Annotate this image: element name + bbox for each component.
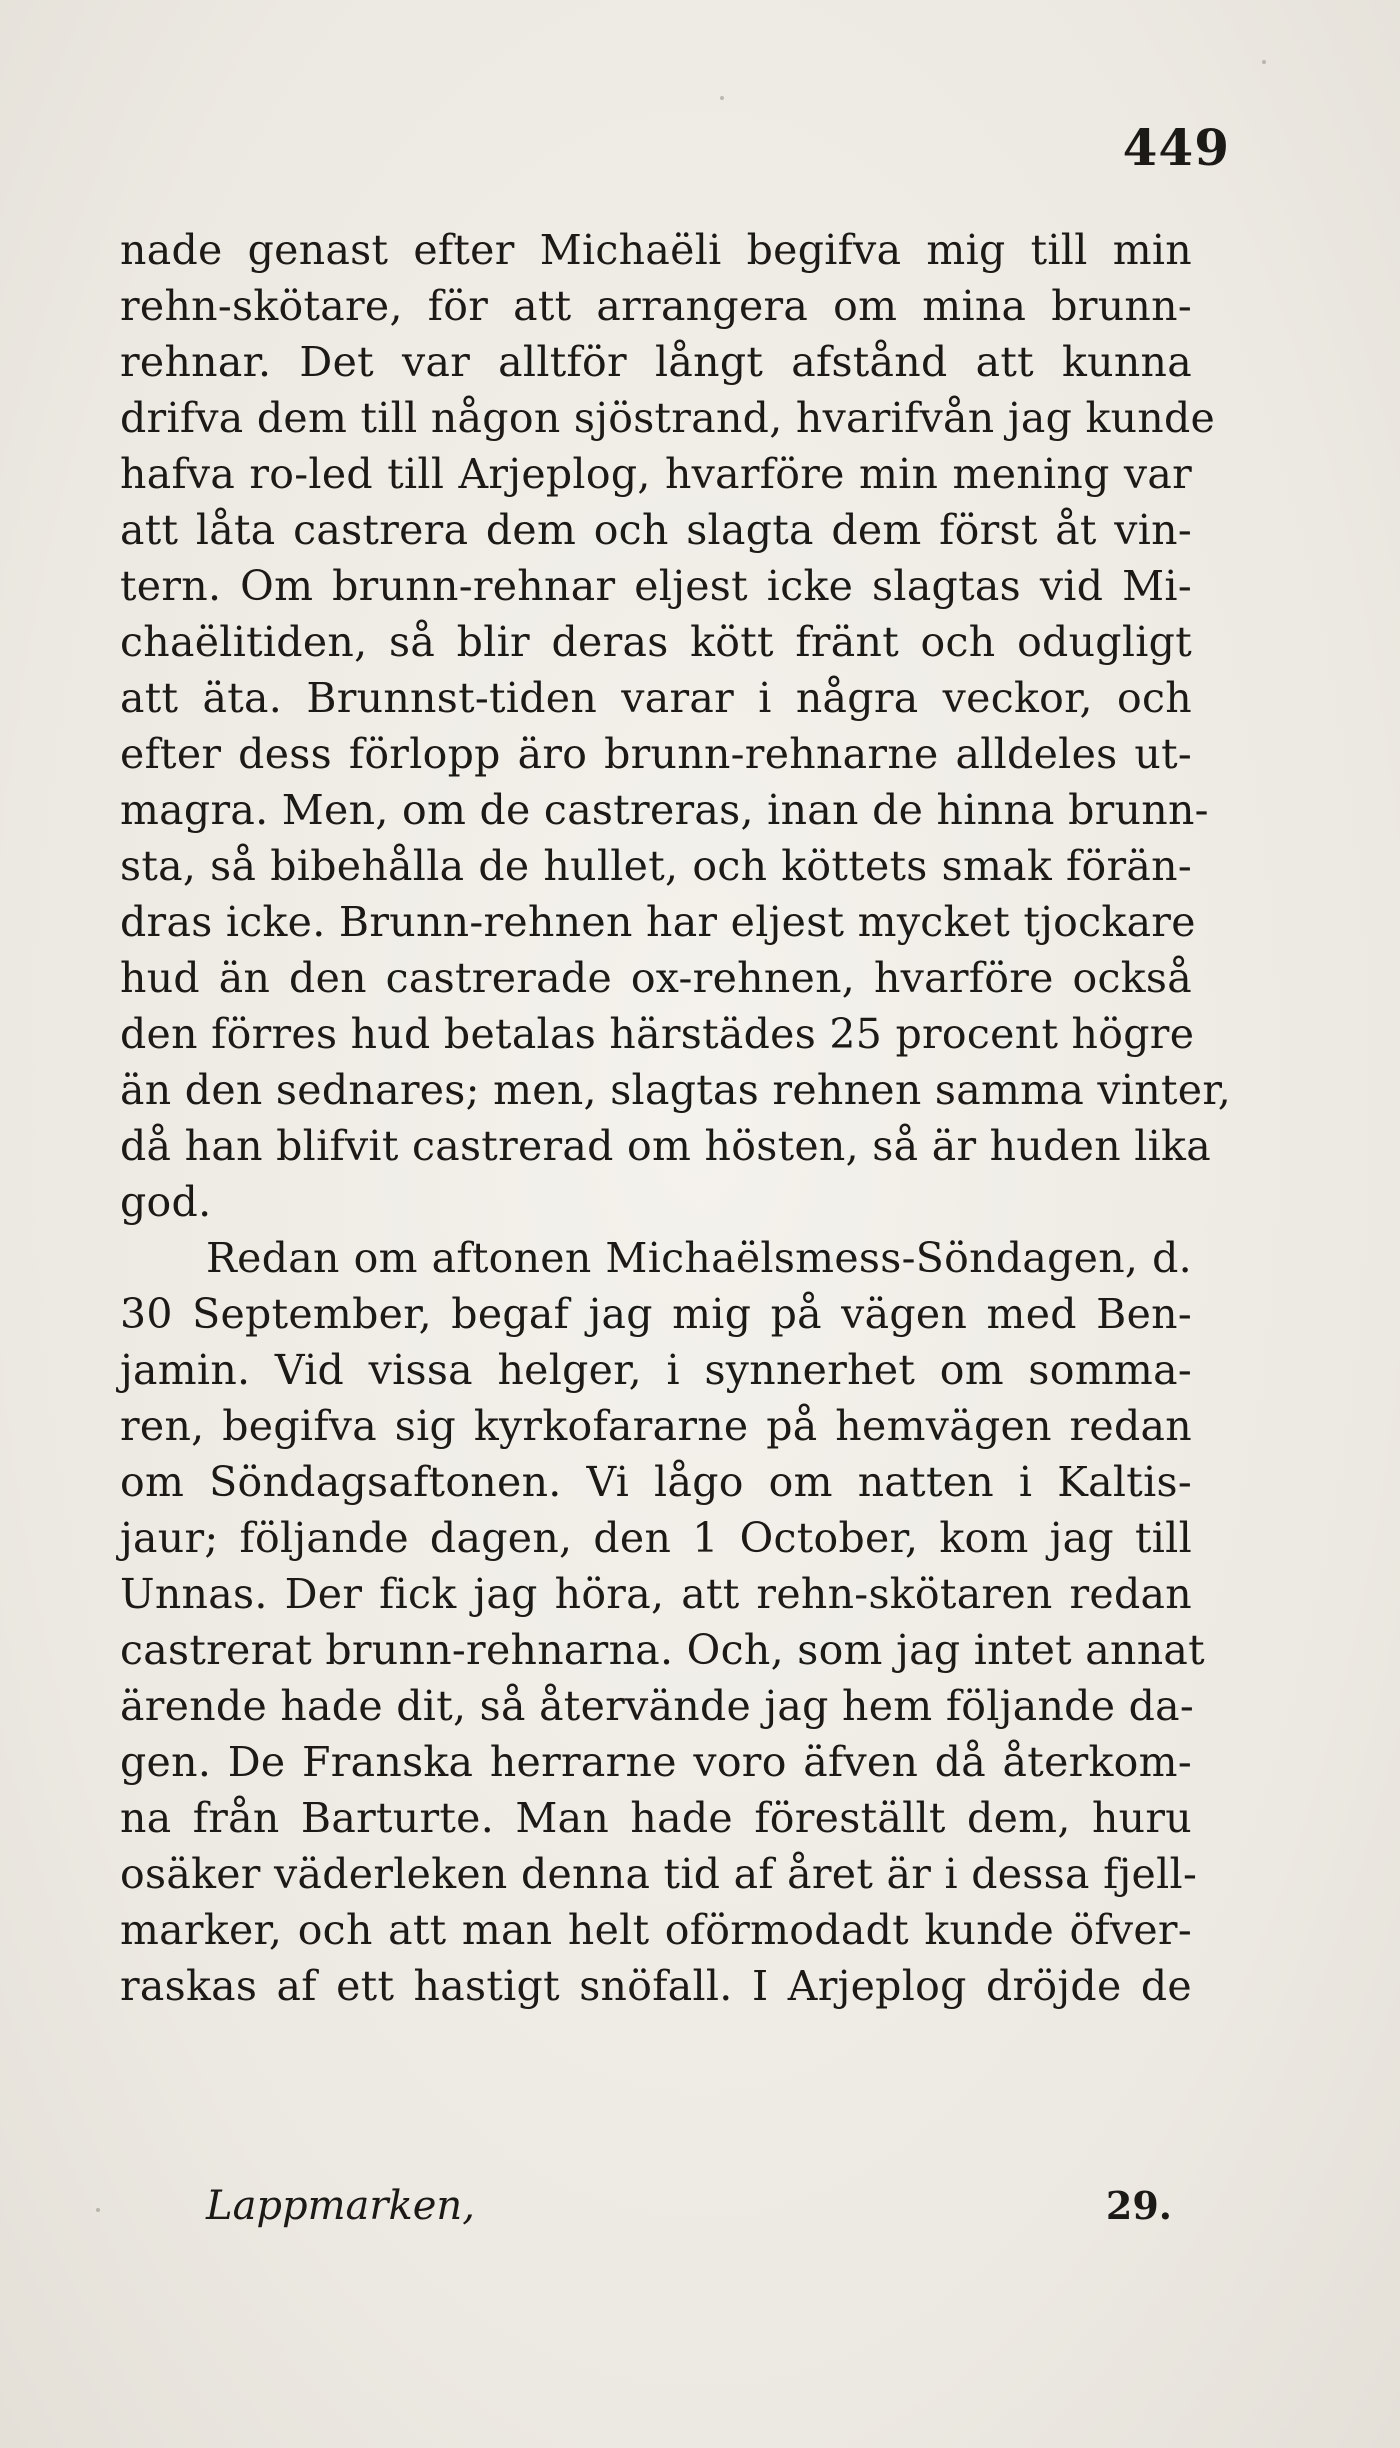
text-line: tern. Om brunn-rehnar eljest icke slagtas vid Mi- — [120, 562, 1192, 610]
text-line: efter dess förlopp äro brunn-rehnarne alldeles ut- — [120, 730, 1192, 778]
text-line: då han blifvit castrerad om hösten, så är huden lika — [120, 1122, 1211, 1170]
text-line: marker, och att man helt oförmodadt kunde öfver- — [120, 1906, 1192, 1954]
text-line: Redan om aftonen Michaëlsmess-Söndagen, d. — [206, 1234, 1192, 1282]
text-line: rehnar. Det var alltför långt afstånd att kunna — [120, 338, 1192, 386]
text-line: jaur; följande dagen, den 1 October, kom jag till — [120, 1514, 1192, 1562]
text-line: nade genast efter Michaëli begifva mig till min — [120, 226, 1192, 274]
text-line: 30 September, begaf jag mig på vägen med Ben- — [120, 1290, 1192, 1338]
text-line: hud än den castrerade ox-rehnen, hvarföre också — [120, 954, 1192, 1002]
text-line: jamin. Vid vissa helger, i synnerhet om somma- — [120, 1346, 1192, 1394]
text-line: raskas af ett hastigt snöfall. I Arjeplog dröjde de — [120, 1962, 1192, 2010]
paragraph-1 — [120, 222, 1232, 1230]
text-line: osäker väderleken denna tid af året är i dessa fjell- — [120, 1850, 1198, 1898]
body-text — [120, 222, 1232, 2014]
page-footer — [120, 2178, 1192, 2234]
ink-speck — [1262, 60, 1266, 64]
text-line: castrerat brunn-rehnarna. Och, som jag intet annat — [120, 1626, 1205, 1674]
ink-speck — [96, 2208, 100, 2212]
text-line: hafva ro-led till Arjeplog, hvarföre min mening var — [120, 450, 1192, 498]
paragraph-2 — [120, 1230, 1205, 2014]
text-line: na från Barturte. Man hade föreställt dem, huru — [120, 1794, 1192, 1842]
text-line: rehn-skötare, för att arrangera om mina brunn- — [120, 282, 1192, 330]
text-line: sta, så bibehålla de hullet, och köttets smak förän- — [120, 842, 1192, 890]
text-line: chaëlitiden, så blir deras kött fränt och odugligt — [120, 618, 1192, 666]
text-line: magra. Men, om de castreras, inan de hinna brunn- — [120, 786, 1209, 834]
text-line: drifva dem till någon sjöstrand, hvarifvån jag kunde — [120, 394, 1216, 442]
text-line: än den sednares; men, slagtas rehnen samma vinter, — [120, 1066, 1232, 1114]
page-number: 449 — [1122, 118, 1230, 177]
text-line: den förres hud betalas härstädes 25 procent högre — [120, 1010, 1195, 1058]
sheet-number: 29. — [1105, 2183, 1172, 2228]
text-line: ärende hade dit, så återvände jag hem följande da- — [120, 1682, 1195, 1730]
text-line: att låta castrera dem och slagta dem först åt vin- — [120, 506, 1192, 554]
signature-mark: Lappmarken, — [206, 2183, 475, 2229]
text-line: ren, begifva sig kyrkofararne på hemvägen redan — [120, 1402, 1192, 1450]
text-line: att äta. Brunnst-tiden varar i några veckor, och — [120, 674, 1192, 722]
text-line: om Söndagsaftonen. Vi lågo om natten i Kaltis- — [120, 1458, 1192, 1506]
text-line: dras icke. Brunn-rehnen har eljest mycket tjockare — [120, 898, 1196, 946]
ink-speck — [720, 96, 724, 100]
text-line: Unnas. Der fick jag höra, att rehn-skötaren redan — [120, 1570, 1192, 1618]
text-line: gen. De Franska herrarne voro äfven då återkom- — [120, 1738, 1192, 1786]
text-line: god. — [120, 1178, 212, 1226]
